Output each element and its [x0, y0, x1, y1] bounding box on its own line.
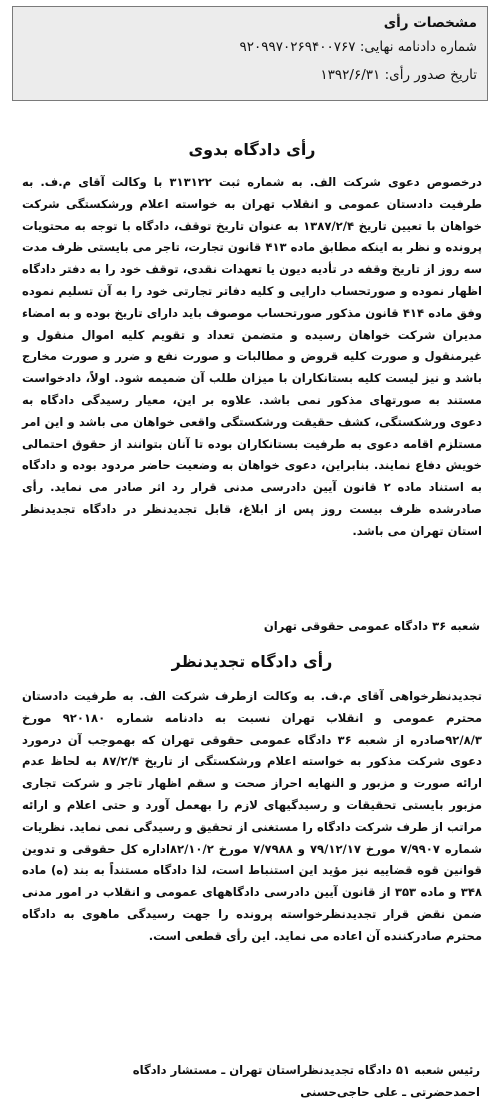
- appeal-signature-line-2: احمدحضرتی ـ علی حاجی‌حسنی: [300, 1085, 480, 1099]
- first-instance-body: [22, 172, 482, 543]
- appeal-signature-line-1: رئیس شعبه ۵۱ دادگاه تجدیدنظراستان تهران ـ مستشار دادگاه: [132, 1063, 480, 1077]
- appeal-title: رأی دادگاه تجدیدنظر: [171, 652, 333, 671]
- verdict-specs-box: [12, 6, 488, 101]
- first-instance-text: درخصوص دعوی شرکت الف. به شماره ثبت ۳۱۳۱۲۲ با وکالت آقای م.ف. به طرفیت دادستان عمومی و انقلاب تهران به خواسته اعلام ورشکستگی شرکت خواهان با تعیین تاریخ ۱۳۸۷/۲/۴ به عنوان تاریخ توقف، دادگاه با توجه به محتویات پرونده و نظر به اینکه مطابق ماده ۴۱۳ قانون تجارت، تاجر می بایستی ظرف مدت سه روز از تاریخ وقفه در تأدیه دیون یا تعهدات نقدی، توقف خود را به دفتر دادگاه اظهار نموده و صورتحساب دارایی و کلیه دفاتر تجارتی خود را به آن تسلیم نموده وفق ماده ۴۱۴ قانون مذکور صورتحساب موصوف باید دارای تاریخ بوده و به امضاء مدیران شرکت خواهان رسیده و متضمن تعداد و تقویم کلیه اموال منقول و غیرمنقول و صورت کلیه قروض و مطالبات و صورت نفع و ضرر و صورت مخارج باشد و نیز لیست کلیه بستانکاران با میزان طلب آن ضمیمه شود. اولاً، دادخواست مستند به صورتهای مذکور نمی باشد. علاوه بر این، معیار رسیدگی دادگاه به دعوی ورشکستگی، کشف حقیقت ورشکستگی واقعی خواهان می باشد و این امر مستلزم اقامه دعوی به طرفیت بستانکاران بوده تا آنان بتوانند از حقوق احتمالی خویش دفاع نمایند. بنابراین، دعوی خواهان به وضعیت حاضر مردود بوده و دادگاه به استناد ماده ۲ قانون آیین دادرسی مدنی قرار رد اثر صادر می نماید. رأی صادرشده ظرف بیست روز پس از ابلاغ، قابل تجدیدنظر در دادگاه تجدیدنظر استان تهران می باشد.: [22, 175, 483, 538]
- specs-heading: مشخصات رأی: [383, 15, 477, 31]
- first-instance-signature: شعبه ۳۶ دادگاه عمومی حقوقی تهران: [263, 619, 480, 633]
- issue-date-row: [23, 61, 477, 89]
- issue-date-value: ۱۳۹۲/۶/۳۱: [320, 67, 381, 83]
- final-number-label: شماره دادنامه نهایی:: [359, 39, 477, 55]
- first-instance-title: رأی دادگاه بدوی: [188, 140, 316, 159]
- issue-date-label: تاریخ صدور رأی:: [384, 67, 477, 83]
- appeal-text: تجدیدنظرخواهی آقای م.ف. به وکالت ازطرف شرکت الف. به طرفیت دادستان محترم عمومی و انقلاب تهران نسبت به دادنامه شماره ۹۲۰۱۸۰ مورخ ۹۲/۸/۳صادره از شعبه ۳۶ دادگاه عمومی حقوقی تهران که بهموجب آن درمورد دعوی شرکت مذکور به خواسته اعلام ورشکستگی از تاریخ ۸۷/۲/۴ به لحاظ عدم ارائه صورت و مزبور و النهایه احراز صحت و سقم اظهار تاجر و شرکت تجاری مزبور بایستی تحقیقات و رسیدگیهای لازم را بهعمل آورد و حتی اعلام و ارائه مراتب از طرف شرکت دادگاه را مستغنی از تحقیق و رسیدگی نمی نماید. نظریات شماره ۷/۹۹۰۷ مورخ ۷۹/۱۲/۱۷ و ۷/۷۹۸۸ مورخ ۸۲/۱۰/۲اداره کل حقوقی و تدوین قوانین قوه قضاییه نیز مؤید این استنباط است، لذا دادگاه مستنداً به بند (ه) ماده ۳۴۸ و ماده ۳۵۳ از قانون آیین دادرسی دادگاههای عمومی و انقلاب در امور مدنی ضمن نقض قرار تجدیدنظرخواسته پرونده را جهت رسیدگی ماهوی به دادگاه محترم صادرکننده آن اعاده می نماید. این رأی قطعی است.: [22, 689, 482, 943]
- final-number-value: ۹۲۰۹۹۷۰۲۶۹۴۰۰۷۶۷: [239, 39, 356, 55]
- final-number-row: [23, 33, 477, 61]
- appeal-body: [22, 686, 482, 948]
